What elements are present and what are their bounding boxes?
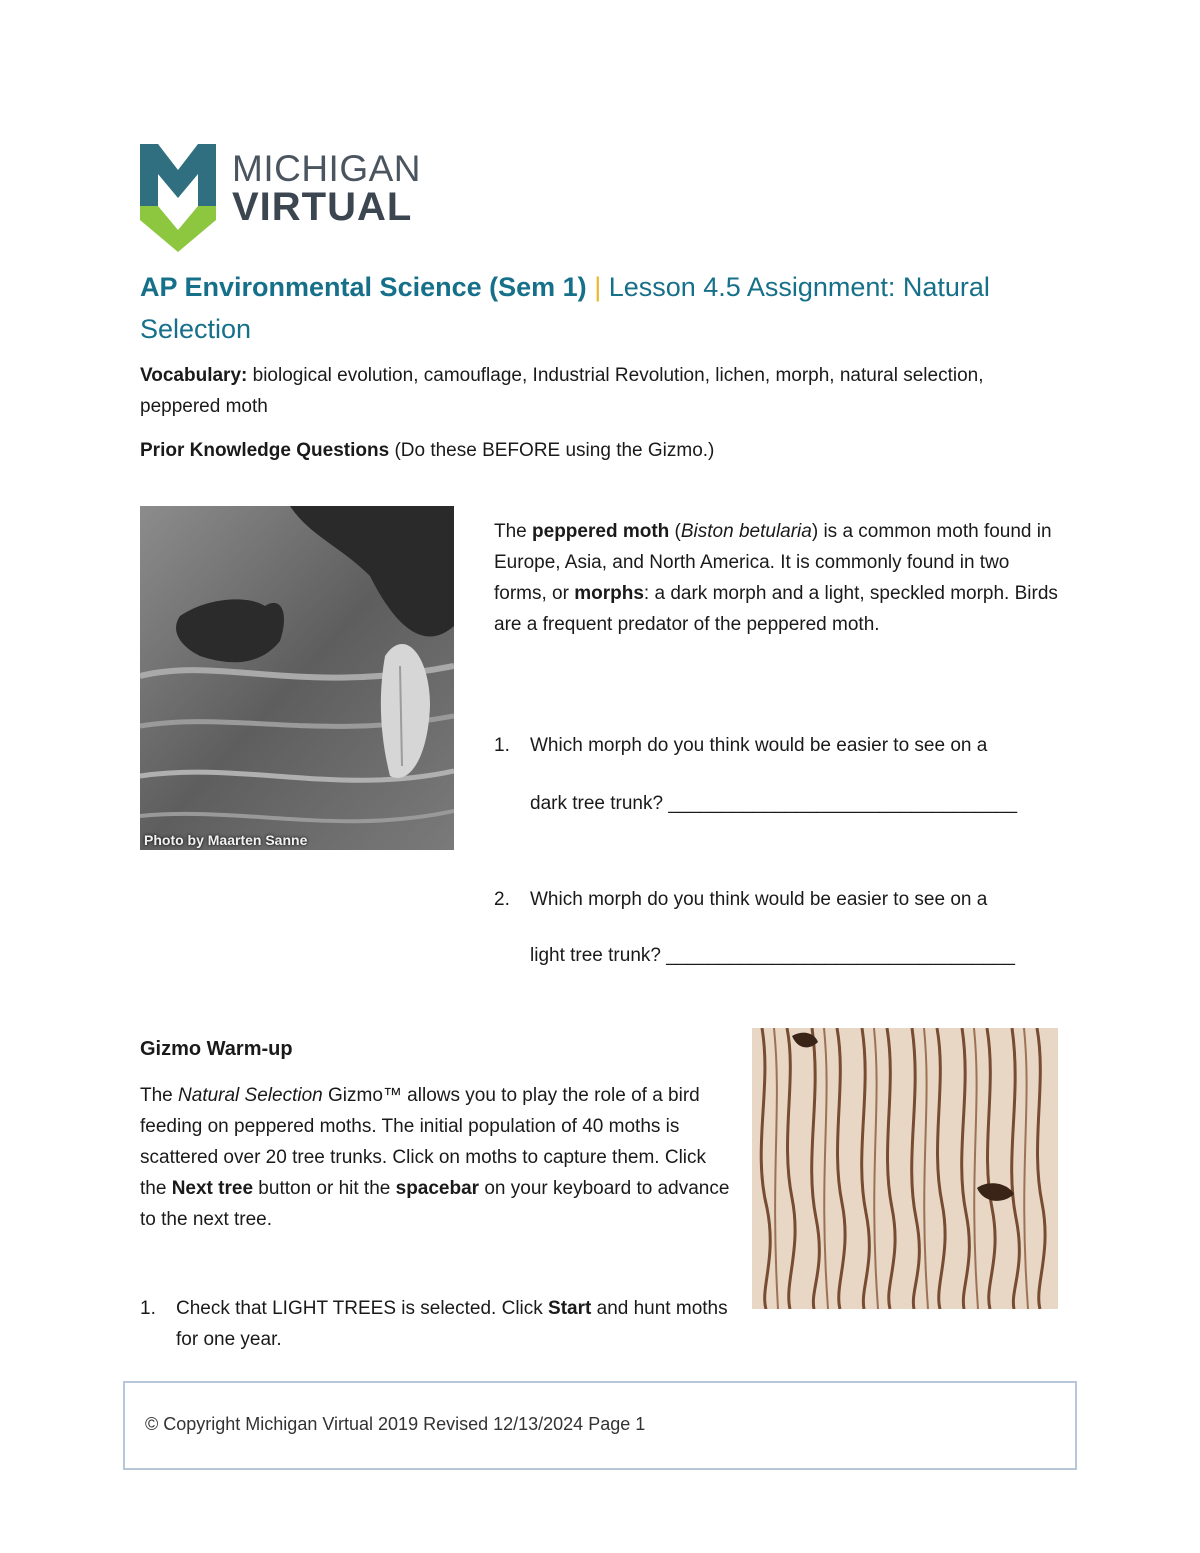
moth-desc-text-3: ) is a common moth found in Europe, Asia, and North America. It is commonly found in two forms, or: [494, 521, 1052, 604]
prior-knowledge-note: (Do these BEFORE using the Gizmo.): [394, 440, 715, 461]
question-2-number: 2.: [494, 889, 510, 910]
copyright-text: © Copyright Michigan Virtual 2019 Revised 12/13/2024 Page 1: [145, 1414, 646, 1434]
logo-text-virtual: VIRTUAL: [232, 185, 413, 229]
gizmo-text-3: button or hit the: [253, 1178, 396, 1199]
term-peppered-moth: peppered moth: [532, 521, 670, 542]
gizmo-warmup-heading: Gizmo Warm-up: [140, 1038, 293, 1060]
step-1-number: 1.: [140, 1298, 156, 1319]
prior-knowledge-label: Prior Knowledge Questions: [140, 440, 390, 461]
step-1-text-b: and hunt moths for one year.: [176, 1298, 728, 1350]
footer-box: [123, 1381, 1077, 1470]
tree-bark-image: [752, 1028, 1058, 1309]
prior-knowledge-heading: [140, 435, 1040, 466]
question-2-text: Which morph do you think would be easier to see on a: [530, 889, 988, 910]
next-tree-label: Next tree: [171, 1178, 254, 1199]
moth-photo-image: [140, 506, 454, 850]
photo-credit: Photo by Maarten Sanne: [144, 832, 308, 848]
gizmo-text-1: The: [140, 1085, 179, 1106]
title-separator: |: [594, 272, 602, 302]
vocabulary-paragraph: [140, 360, 1040, 422]
moth-desc-text-4: : a dark morph and a light, speckled morph. Birds are a frequent predator of the peppered moth.: [494, 583, 1058, 635]
latin-name: Biston betularia: [680, 521, 812, 542]
moth-description: [494, 516, 1064, 640]
gizmo-name: Natural Selection: [178, 1085, 323, 1106]
question-2-answer-line[interactable]: light tree trunk? _________________________________: [530, 945, 1015, 966]
course-name: AP Environmental Science (Sem 1): [140, 272, 587, 302]
logo-text-michigan: MICHIGAN: [232, 148, 421, 189]
lesson-name: Lesson 4.5 Assignment: Natural Selection: [140, 272, 990, 344]
moth-desc-text-2: (: [669, 521, 681, 542]
gizmo-warmup-paragraph: [140, 1080, 730, 1235]
vocabulary-terms: biological evolution, camouflage, Industrial Revolution, lichen, morph, natural selection, peppered moth: [140, 365, 984, 417]
question-1-answer-line[interactable]: dark tree trunk? _________________________________: [530, 793, 1018, 814]
gizmo-text-4: on your keyboard to advance to the next tree.: [140, 1178, 730, 1230]
question-1-number: 1.: [494, 735, 510, 756]
moth-desc-text-1: The: [494, 521, 533, 542]
term-morphs: morphs: [574, 583, 644, 604]
page-title: [140, 266, 1040, 350]
start-label: Start: [548, 1298, 592, 1319]
step-1-text: [176, 1293, 736, 1355]
spacebar-label: spacebar: [395, 1178, 480, 1199]
question-1-text: Which morph do you think would be easier to see on a: [530, 735, 988, 756]
tree-bark-graphic: [752, 1028, 1058, 1309]
step-1-text-a: Check that LIGHT TREES is selected. Click: [176, 1298, 549, 1319]
vocabulary-label: Vocabulary:: [140, 365, 248, 386]
moth-photo: [140, 506, 454, 850]
gizmo-text-2: Gizmo™ allows you to play the role of a bird feeding on peppered moths. The initial population of 40 moths is scattered over 20 tree trunks. Click on moths to capture them. Click the: [140, 1085, 707, 1199]
